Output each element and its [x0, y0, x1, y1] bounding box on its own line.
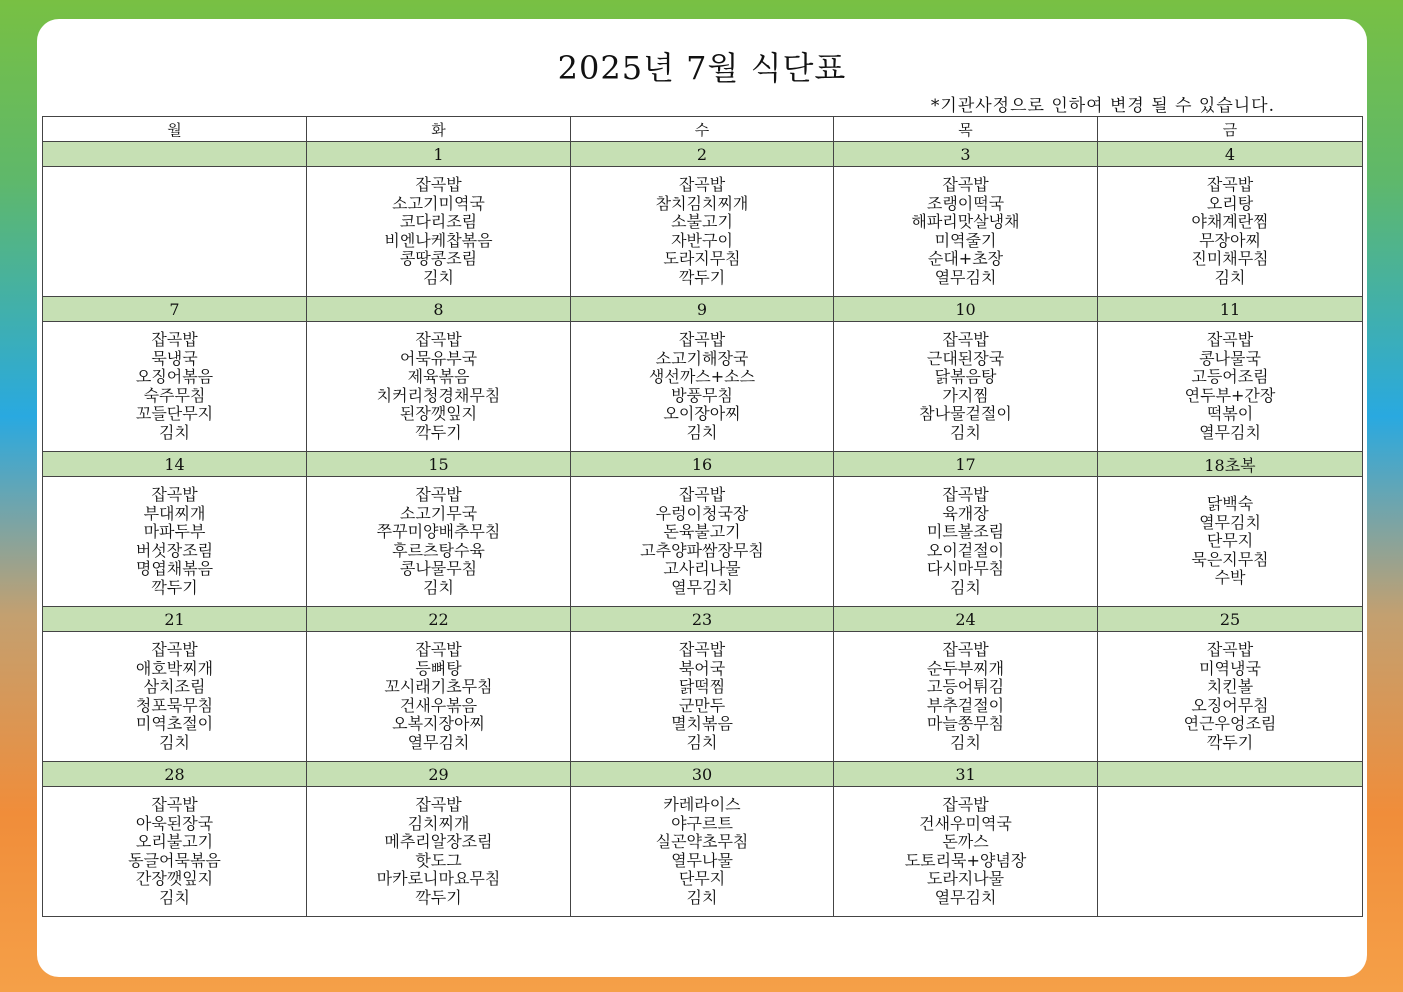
date-cell: 16 [571, 452, 834, 477]
menu-item: 잡곡밥 [415, 485, 462, 504]
menu-item: 치킨볼 [1206, 677, 1254, 696]
menu-item: 도라지무침 [663, 249, 741, 268]
menu-item: 마카로니마요무침 [376, 869, 501, 888]
menu-item: 김치 [950, 422, 981, 442]
menu-item: 버섯장조림 [135, 540, 214, 560]
menu-item: 쭈꾸미양배추무침 [376, 522, 501, 541]
menu-item: 도토리묵+양념장 [904, 850, 1027, 870]
menu-item: 소고기미역국 [392, 193, 485, 213]
menu-item: 잡곡밥 [415, 640, 462, 659]
menu-item: 김치 [950, 732, 981, 752]
meal-cell [1098, 167, 1363, 297]
date-cell: 22 [307, 607, 571, 632]
menu-item: 고등어튀김 [926, 677, 1005, 696]
menu-item: 순두부찌개 [926, 658, 1005, 678]
menu-item: 깍두기 [151, 577, 198, 597]
menu-item: 잡곡밥 [942, 175, 989, 194]
menu-item: 군만두 [678, 695, 726, 715]
menu-item: 육개장 [942, 503, 989, 523]
menu-item: 김치 [159, 422, 190, 442]
meal-cell [571, 632, 834, 762]
menu-item: 후르츠탕수육 [392, 540, 485, 560]
date-row [43, 607, 1363, 632]
menu-item: 잡곡밥 [678, 175, 726, 194]
weekday-header: 수 [571, 117, 834, 142]
menu-item: 야구르트 [671, 813, 733, 833]
menu-item: 순대+초장 [927, 249, 1004, 268]
meal-cell [834, 322, 1098, 452]
menu-item: 코다리조림 [399, 212, 478, 231]
meal-cell [571, 787, 834, 917]
date-cell: 15 [307, 452, 571, 477]
date-cell: 24 [834, 607, 1098, 632]
menu-item: 오이장아찌 [663, 404, 741, 423]
menu-item: 잡곡밥 [1206, 175, 1254, 194]
menu-item: 떡볶이 [1206, 404, 1254, 423]
weekday-header: 월 [43, 117, 307, 142]
menu-item: 콩나물무침 [399, 559, 478, 578]
weekday-header: 화 [307, 117, 571, 142]
date-cell: 21 [43, 607, 307, 632]
menu-item: 미역냉국 [1199, 658, 1261, 678]
date-row [43, 297, 1363, 322]
menu-item: 청포묵무침 [135, 695, 214, 715]
menu-item: 열무김치 [934, 267, 997, 287]
meal-cell [1098, 322, 1363, 452]
date-cell: 30 [571, 762, 834, 787]
menu-item: 마늘쫑무침 [926, 714, 1005, 733]
menu-item: 마파두부 [143, 522, 206, 541]
meal-cell [43, 167, 307, 297]
menu-item: 잡곡밥 [942, 330, 989, 349]
menu-item: 숙주무침 [143, 385, 206, 405]
menu-item: 단무지 [1206, 531, 1254, 551]
meal-cell [43, 322, 307, 452]
menu-item: 고등어조림 [1191, 367, 1269, 386]
menu-item: 오리탕 [1206, 193, 1254, 213]
menu-item: 참나물겉절이 [919, 404, 1012, 423]
meal-cell [43, 787, 307, 917]
menu-item: 고사리나물 [663, 559, 741, 578]
menu-item: 김치 [1214, 267, 1246, 287]
meal-row [43, 167, 1363, 297]
date-cell: 7 [43, 297, 307, 322]
menu-item: 열무김치 [407, 732, 470, 752]
menu-item: 어묵유부국 [399, 348, 478, 368]
weekday-header: 목 [834, 117, 1098, 142]
menu-item: 잡곡밥 [1206, 640, 1254, 659]
date-cell: 1 [307, 142, 571, 167]
menu-item: 오이겉절이 [926, 540, 1005, 560]
menu-sheet [37, 19, 1367, 977]
menu-item: 김치 [159, 887, 190, 907]
menu-item: 김치 [423, 267, 454, 287]
meal-cell [307, 787, 571, 917]
date-cell: 3 [834, 142, 1098, 167]
meal-cell [307, 322, 571, 452]
menu-item: 김치 [159, 732, 190, 752]
menu-item: 김치 [686, 732, 718, 752]
menu-item: 잡곡밥 [151, 330, 198, 349]
menu-item: 메추리알장조림 [384, 832, 493, 851]
menu-item: 비엔나케찹볶음 [384, 230, 493, 250]
meal-cell [43, 632, 307, 762]
meal-cell [43, 477, 307, 607]
menu-item: 건새우볶음 [399, 695, 478, 715]
menu-item: 열무김치 [1199, 512, 1261, 532]
menu-item: 오리불고기 [135, 832, 214, 851]
menu-item: 잡곡밥 [415, 175, 462, 194]
menu-item: 열무김치 [1199, 422, 1261, 442]
meal-cell [834, 167, 1098, 297]
menu-item: 연근우엉조림 [1183, 714, 1277, 733]
menu-item: 고추양파쌈장무침 [640, 540, 764, 560]
menu-item: 잡곡밥 [151, 485, 198, 504]
date-cell: 10 [834, 297, 1098, 322]
menu-item: 잡곡밥 [415, 330, 462, 349]
date-cell: 29 [307, 762, 571, 787]
date-cell: 28 [43, 762, 307, 787]
menu-item: 콩땅콩조림 [399, 249, 478, 268]
menu-item: 잡곡밥 [942, 795, 989, 814]
meal-cell [571, 167, 834, 297]
menu-item: 돈까스 [942, 832, 989, 851]
menu-item: 연두부+간장 [1184, 385, 1276, 405]
menu-item: 묵은지무침 [1191, 549, 1269, 569]
menu-item: 미트볼조림 [926, 522, 1005, 541]
meal-cell [834, 477, 1098, 607]
menu-item: 조랭이떡국 [926, 193, 1005, 213]
menu-item: 잡곡밥 [415, 795, 462, 814]
menu-item: 간장깻잎지 [135, 869, 214, 888]
menu-item: 미역초절이 [135, 714, 214, 733]
menu-item: 도라지나물 [926, 869, 1005, 888]
meal-row [43, 477, 1363, 607]
menu-item: 명엽채볶음 [135, 559, 214, 578]
menu-item: 콩나물국 [1199, 348, 1261, 368]
menu-item: 자반구이 [671, 230, 733, 250]
meal-cell [1098, 477, 1363, 607]
menu-item: 부대찌개 [143, 503, 206, 523]
meal-table-body [43, 142, 1363, 917]
menu-item: 꼬시래기초무침 [384, 677, 493, 696]
menu-item: 잡곡밥 [678, 485, 726, 504]
change-notice: *기관사정으로 인하여 변경 될 수 있습니다. [930, 96, 1275, 116]
date-cell: 14 [43, 452, 307, 477]
menu-item: 잡곡밥 [151, 640, 198, 659]
menu-item: 핫도그 [415, 850, 462, 870]
menu-item: 김치 [950, 577, 981, 597]
meal-cell [307, 632, 571, 762]
meal-cell [1098, 787, 1363, 917]
date-cell: 18초복 [1098, 452, 1363, 477]
menu-item: 오징어볶음 [135, 367, 214, 386]
menu-item: 묵냉국 [151, 348, 198, 368]
menu-item: 생선까스+소스 [648, 367, 756, 386]
menu-item: 단무지 [678, 869, 726, 888]
menu-item: 카레라이스 [663, 795, 741, 814]
meal-cell [1098, 632, 1363, 762]
menu-item: 소고기무국 [399, 503, 478, 523]
menu-item: 잡곡밥 [151, 795, 198, 814]
menu-item: 김치 [686, 422, 718, 442]
menu-item: 잡곡밥 [942, 640, 989, 659]
menu-item: 건새우미역국 [919, 813, 1012, 833]
date-cell: 25 [1098, 607, 1363, 632]
menu-item: 닭떡찜 [678, 677, 726, 696]
menu-item: 닭백숙 [1206, 494, 1254, 514]
meal-cell [834, 632, 1098, 762]
meal-cell [571, 477, 834, 607]
menu-item: 김치 [686, 887, 718, 907]
meal-row [43, 632, 1363, 762]
menu-item: 삼치조림 [143, 677, 206, 696]
menu-item: 치커리청경채무침 [376, 385, 501, 405]
menu-item: 돈육불고기 [663, 522, 741, 541]
menu-item: 멸치볶음 [671, 714, 733, 733]
menu-item: 깍두기 [1206, 732, 1254, 752]
menu-item: 근대된장국 [926, 348, 1005, 368]
meal-table [42, 116, 1363, 917]
menu-item: 부추겉절이 [926, 695, 1005, 715]
menu-item: 깍두기 [415, 422, 462, 442]
menu-item: 꼬들단무지 [135, 404, 214, 423]
menu-item: 방풍무침 [671, 385, 733, 405]
meal-cell [307, 167, 571, 297]
meal-cell [571, 322, 834, 452]
date-cell: 4 [1098, 142, 1363, 167]
date-cell: 17 [834, 452, 1098, 477]
menu-item: 우렁이청국장 [655, 503, 749, 523]
menu-item: 깍두기 [415, 887, 462, 907]
menu-item: 무장아찌 [1199, 230, 1261, 250]
meal-cell [834, 787, 1098, 917]
menu-item: 수박 [1214, 568, 1246, 588]
page-title: 2025년 7월 식단표 [557, 49, 847, 87]
weekday-header: 금 [1098, 117, 1363, 142]
menu-item: 잡곡밥 [942, 485, 989, 504]
menu-item: 잡곡밥 [678, 640, 726, 659]
date-cell: 23 [571, 607, 834, 632]
menu-item: 깍두기 [678, 267, 726, 287]
menu-item: 오징어무침 [1191, 695, 1269, 715]
menu-item: 실곤약초무침 [655, 832, 749, 851]
menu-item: 열무김치 [671, 577, 733, 597]
menu-item: 미역줄기 [934, 230, 997, 250]
menu-item: 해파리맛살냉채 [911, 212, 1020, 231]
menu-item: 열무나물 [671, 850, 733, 870]
menu-item: 북어국 [678, 658, 726, 678]
date-cell: 11 [1098, 297, 1363, 322]
menu-item: 진미채무침 [1191, 249, 1269, 268]
menu-item: 참치김치찌개 [655, 193, 749, 213]
date-cell: 31 [834, 762, 1098, 787]
date-row [43, 142, 1363, 167]
date-row [43, 452, 1363, 477]
menu-item: 오복지장아찌 [392, 714, 485, 733]
date-cell [43, 142, 307, 167]
menu-item: 잡곡밥 [678, 330, 726, 349]
menu-item: 김치 [423, 577, 454, 597]
menu-item: 잡곡밥 [1206, 330, 1254, 349]
date-cell: 8 [307, 297, 571, 322]
menu-item: 아욱된장국 [135, 813, 214, 833]
date-row [43, 762, 1363, 787]
menu-item: 야채계란찜 [1191, 212, 1269, 231]
menu-item: 소불고기 [671, 212, 733, 231]
meal-row [43, 787, 1363, 917]
menu-item: 김치찌개 [407, 813, 470, 833]
menu-item: 닭볶음탕 [934, 367, 997, 386]
weekday-header-row [43, 117, 1363, 142]
menu-item: 등뼈탕 [415, 658, 462, 678]
date-cell: 2 [571, 142, 834, 167]
menu-item: 다시마무침 [926, 559, 1005, 578]
menu-item: 열무김치 [934, 887, 997, 907]
menu-item: 제육볶음 [407, 367, 470, 386]
menu-item: 가지찜 [942, 385, 989, 405]
menu-item: 동글어묵볶음 [128, 850, 221, 870]
date-cell [1098, 762, 1363, 787]
meal-cell [307, 477, 571, 607]
menu-item: 된장깻잎지 [399, 404, 478, 423]
menu-item: 소고기해장국 [655, 348, 749, 368]
menu-item: 애호박찌개 [135, 658, 214, 678]
meal-row [43, 322, 1363, 452]
date-cell: 9 [571, 297, 834, 322]
